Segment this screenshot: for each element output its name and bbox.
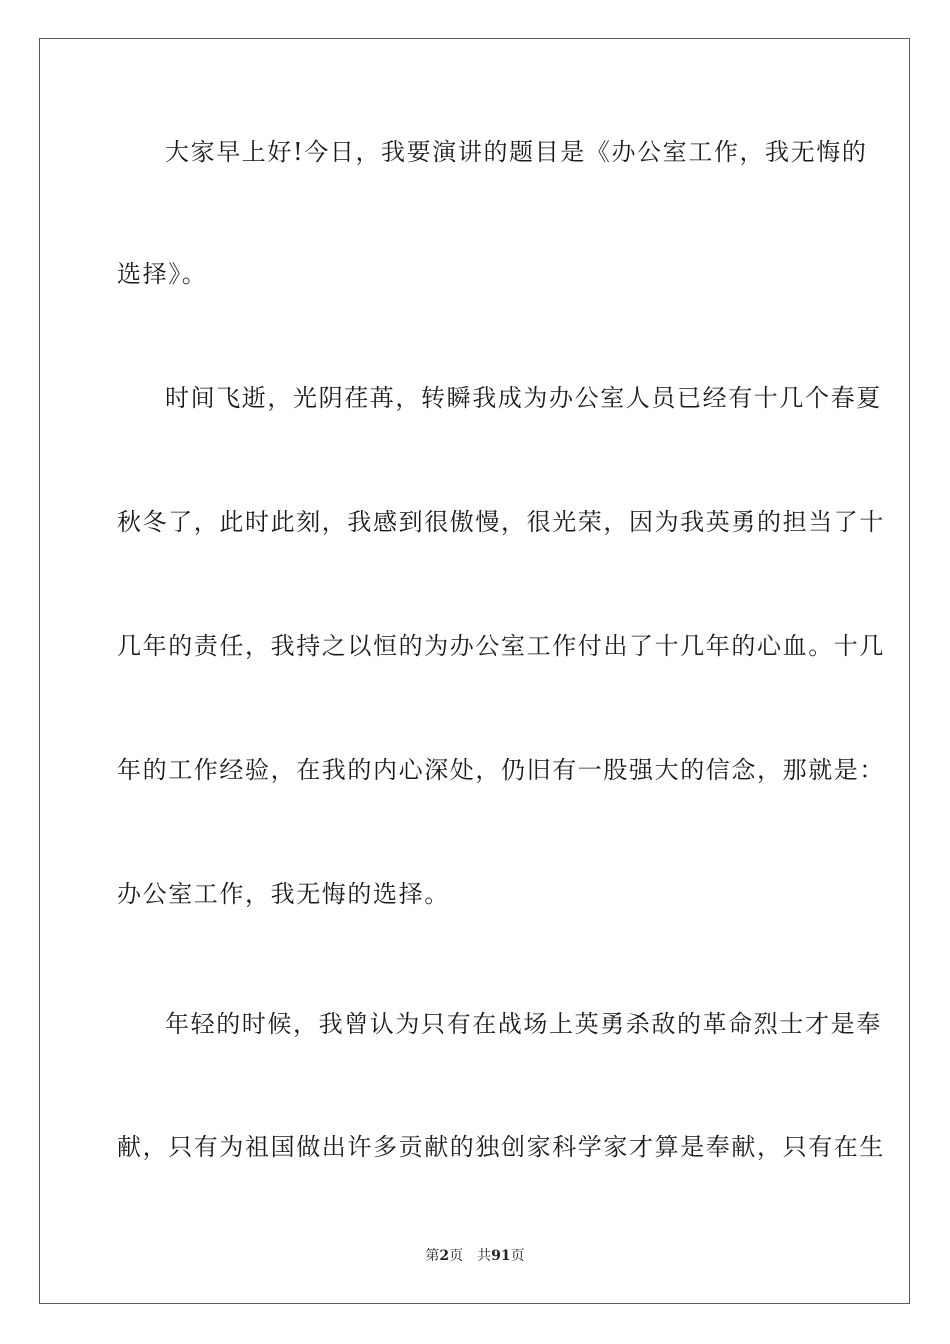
paragraph-1-line-2: 选择》。 bbox=[117, 260, 208, 288]
paragraph-2-line-3: 几年的责任，我持之以恒的为办公室工作付出了十几年的心血。十几 bbox=[117, 632, 885, 660]
page-footer bbox=[0, 1246, 950, 1266]
paragraph-1-line-1: 大家早上好!今日，我要演讲的题目是《办公室工作，我无悔的 bbox=[165, 138, 868, 166]
page-prefix: 第 bbox=[425, 1248, 440, 1264]
page-border bbox=[39, 38, 910, 1304]
total-prefix: 共 bbox=[477, 1248, 492, 1264]
paragraph-3-line-2: 献，只有为祖国做出许多贡献的独创家科学家才算是奉献，只有在生 bbox=[117, 1133, 885, 1161]
paragraph-2-line-2: 秋冬了，此时此刻，我感到很傲慢，很光荣，因为我英勇的担当了十 bbox=[117, 508, 885, 536]
paragraph-2-line-4: 年的工作经验，在我的内心深处，仍旧有一股强大的信念，那就是： bbox=[117, 756, 885, 784]
page-suffix: 页 bbox=[449, 1248, 464, 1264]
page-number: 2 bbox=[439, 1248, 450, 1264]
total-pages: 91 bbox=[491, 1248, 511, 1264]
paragraph-2-line-1: 时间飞逝，光阴荏苒，转瞬我成为办公室人员已经有十几个春夏 bbox=[165, 384, 882, 412]
paragraph-2-line-5: 办公室工作，我无悔的选择。 bbox=[117, 880, 450, 908]
paragraph-3-line-1: 年轻的时候，我曾认为只有在战场上英勇杀敌的革命烈士才是奉 bbox=[165, 1010, 882, 1038]
total-suffix: 页 bbox=[510, 1248, 525, 1264]
